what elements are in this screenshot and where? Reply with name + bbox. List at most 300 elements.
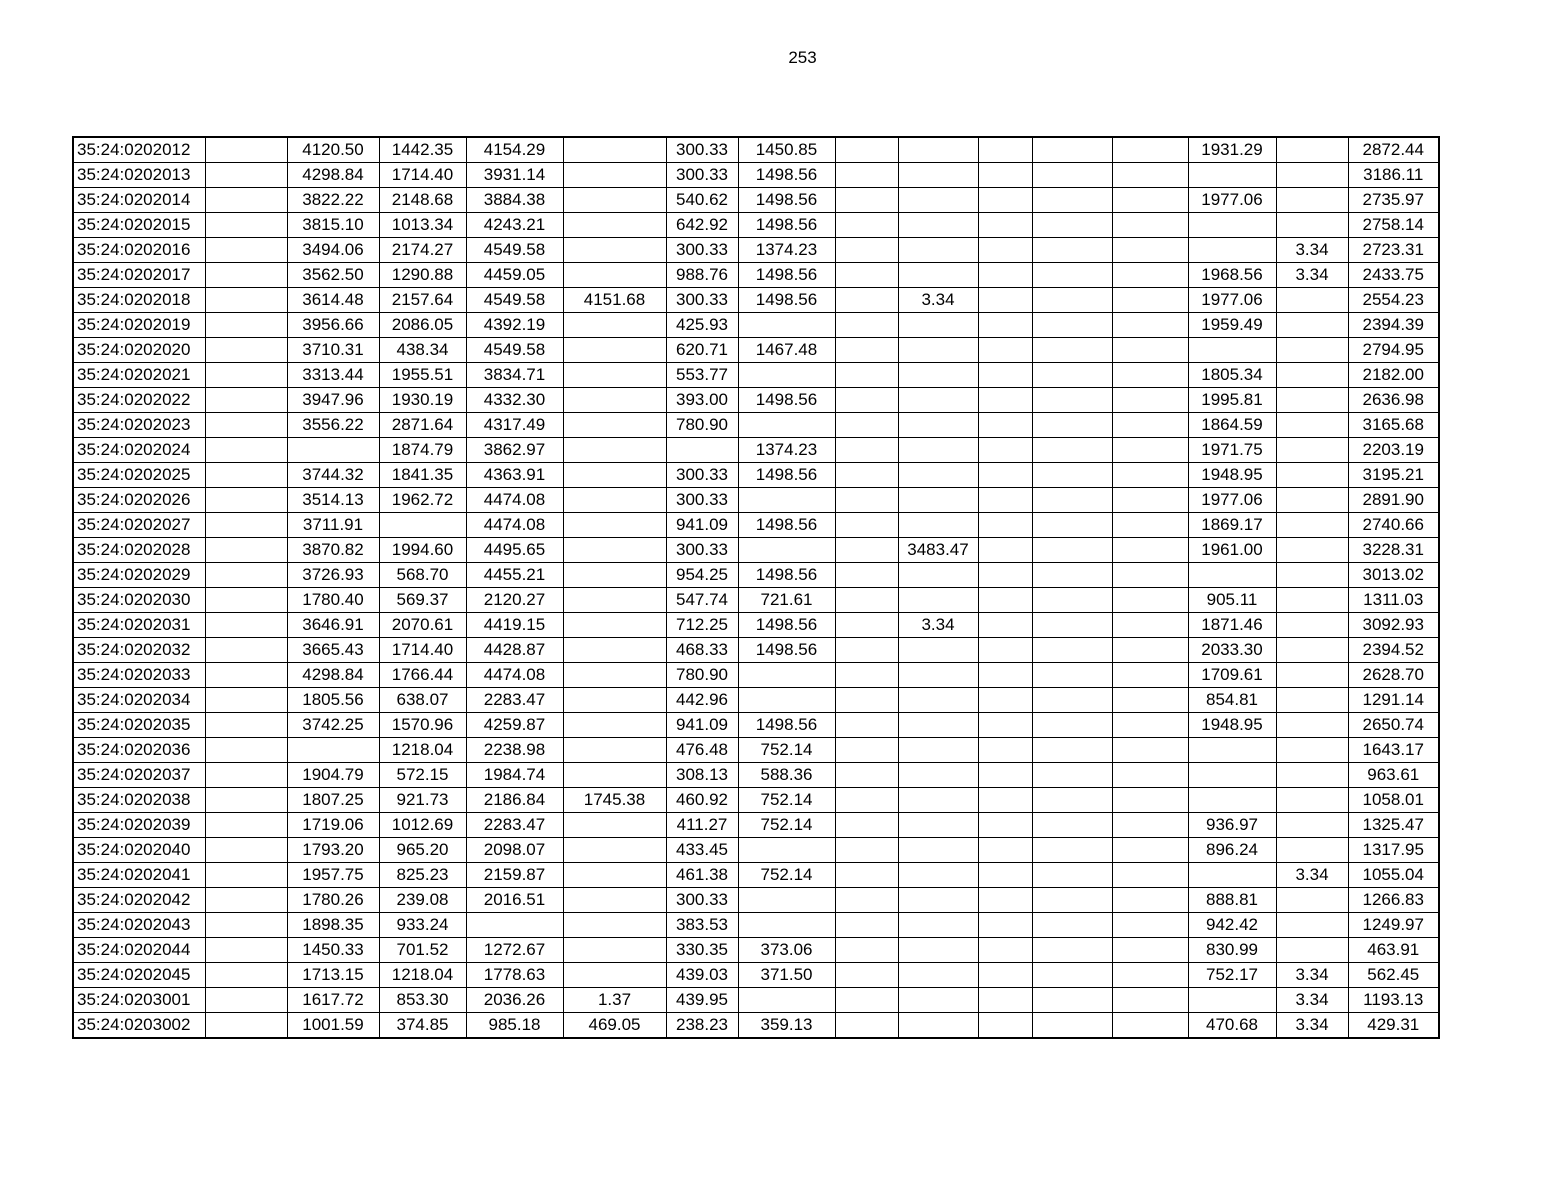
table-cell [1276,613,1348,638]
table-cell [978,813,1032,838]
table-cell [1112,238,1188,263]
table-cell [978,888,1032,913]
table-cell [978,313,1032,338]
table-cell: 3815.10 [287,213,379,238]
table-cell [1112,313,1188,338]
table-cell [835,813,898,838]
table-cell [205,763,287,788]
table-cell [563,838,666,863]
table-cell [563,513,666,538]
table-cell [563,663,666,688]
table-cell [1112,638,1188,663]
table-cell [563,238,666,263]
table-cell [205,363,287,388]
table-cell [1112,513,1188,538]
table-cell [563,137,666,163]
table-cell: 921.73 [379,788,466,813]
table-cell [835,838,898,863]
table-cell [1112,838,1188,863]
table-cell [738,663,835,688]
table-cell: 359.13 [738,1013,835,1039]
table-cell: 308.13 [666,763,738,788]
table-cell [898,988,978,1013]
table-cell [1276,688,1348,713]
table-cell [1112,663,1188,688]
table-cell: 1311.03 [1348,588,1439,613]
table-cell: 1968.56 [1188,263,1276,288]
table-cell: 1498.56 [738,638,835,663]
table-cell [978,688,1032,713]
table-cell: 439.03 [666,963,738,988]
table-cell: 1931.29 [1188,137,1276,163]
table-cell: 1719.06 [287,813,379,838]
table-cell [205,313,287,338]
cadastral-number-cell: 35:24:0202023 [73,413,205,438]
table-cell: 429.31 [1348,1013,1439,1039]
table-cell: 1450.33 [287,938,379,963]
table-cell [1112,788,1188,813]
table-cell: 888.81 [1188,888,1276,913]
table-cell: 2872.44 [1348,137,1439,163]
table-cell [898,663,978,688]
table-cell [1112,288,1188,313]
table-cell: 3514.13 [287,488,379,513]
table-cell [1112,213,1188,238]
table-cell: 1977.06 [1188,288,1276,313]
table-cell: 300.33 [666,463,738,488]
cadastral-number-cell: 35:24:0202042 [73,888,205,913]
table-cell [738,688,835,713]
table-cell [1112,338,1188,363]
table-cell [1112,738,1188,763]
table-cell [835,263,898,288]
table-cell: 1874.79 [379,438,466,463]
table-cell: 942.42 [1188,913,1276,938]
table-cell: 933.24 [379,913,466,938]
table-cell [1276,388,1348,413]
table-cell [978,763,1032,788]
table-cell: 3228.31 [1348,538,1439,563]
table-cell: 4549.58 [466,288,563,313]
table-cell [738,488,835,513]
table-cell [205,213,287,238]
table-cell: 1498.56 [738,388,835,413]
table-cell [978,1013,1032,1039]
table-cell: 373.06 [738,938,835,963]
table-cell: 1994.60 [379,538,466,563]
cadastral-number-cell: 35:24:0202038 [73,788,205,813]
table-cell: 965.20 [379,838,466,863]
table-cell: 3.34 [1276,988,1348,1013]
cadastral-number-cell: 35:24:0202034 [73,688,205,713]
table-cell: 569.37 [379,588,466,613]
table-cell [563,438,666,463]
table-cell [1276,763,1348,788]
cadastral-number-cell: 35:24:0202033 [73,663,205,688]
table-cell [978,363,1032,388]
table-cell [835,513,898,538]
table-cell [978,788,1032,813]
table-cell [738,538,835,563]
table-cell: 3.34 [1276,863,1348,888]
table-cell: 1778.63 [466,963,563,988]
table-cell [205,188,287,213]
table-cell: 300.33 [666,538,738,563]
table-row [73,513,1439,538]
cadastral-number-cell: 35:24:0202020 [73,338,205,363]
table-cell [835,713,898,738]
table-cell [1276,813,1348,838]
table-cell: 1317.95 [1348,838,1439,863]
table-cell [1276,163,1348,188]
cadastral-number-cell: 35:24:0202035 [73,713,205,738]
table-cell [978,938,1032,963]
table-cell [1188,988,1276,1013]
table-cell [978,213,1032,238]
table-cell [1032,413,1112,438]
table-row [73,538,1439,563]
table-cell [287,738,379,763]
table-cell: 1948.95 [1188,463,1276,488]
table-cell: 1714.40 [379,163,466,188]
table-cell [1032,1013,1112,1039]
cadastral-number-cell: 35:24:0202021 [73,363,205,388]
table-cell [835,538,898,563]
table-cell: 954.25 [666,563,738,588]
table-cell: 1984.74 [466,763,563,788]
table-row [73,413,1439,438]
table-cell [835,563,898,588]
table-cell [563,963,666,988]
table-cell [835,688,898,713]
table-cell: 1864.59 [1188,413,1276,438]
table-cell [898,963,978,988]
table-cell [205,613,287,638]
table-cell: 936.97 [1188,813,1276,838]
table-cell: 1977.06 [1188,188,1276,213]
table-cell: 752.14 [738,863,835,888]
table-cell: 3313.44 [287,363,379,388]
table-row [73,388,1439,413]
table-cell: 830.99 [1188,938,1276,963]
table-cell: 752.14 [738,788,835,813]
table-cell: 2238.98 [466,738,563,763]
table-cell [563,463,666,488]
table-cell: 905.11 [1188,588,1276,613]
table-cell: 1272.67 [466,938,563,963]
table-cell [835,988,898,1013]
table-cell [978,188,1032,213]
table-cell [1032,513,1112,538]
table-cell [205,813,287,838]
table-cell: 620.71 [666,338,738,363]
table-cell [1032,288,1112,313]
table-cell: 2016.51 [466,888,563,913]
table-cell [1276,288,1348,313]
table-cell [563,738,666,763]
table-cell [1032,188,1112,213]
table-cell [1188,213,1276,238]
table-cell: 1218.04 [379,738,466,763]
table-cell: 1930.19 [379,388,466,413]
table-cell: 3483.47 [898,538,978,563]
table-cell: 1374.23 [738,238,835,263]
table-cell: 1442.35 [379,137,466,163]
table-cell [835,588,898,613]
table-cell [1112,613,1188,638]
table-cell: 1713.15 [287,963,379,988]
table-cell [1112,963,1188,988]
table-cell [835,888,898,913]
table-cell: 300.33 [666,288,738,313]
table-cell: 3744.32 [287,463,379,488]
table-cell: 4459.05 [466,263,563,288]
table-cell: 1962.72 [379,488,466,513]
table-cell [978,137,1032,163]
table-cell [1032,638,1112,663]
table-cell: 468.33 [666,638,738,663]
cadastral-number-cell: 35:24:0202024 [73,438,205,463]
table-cell: 896.24 [1188,838,1276,863]
table-cell [563,538,666,563]
table-cell [466,913,563,938]
table-cell [835,438,898,463]
table-cell [1188,863,1276,888]
table-cell [563,638,666,663]
table-cell: 1498.56 [738,463,835,488]
table-cell [835,163,898,188]
table-cell: 3614.48 [287,288,379,313]
table-cell [978,563,1032,588]
table-cell [205,863,287,888]
table-cell: 1570.96 [379,713,466,738]
table-cell [898,438,978,463]
table-cell [835,938,898,963]
table-cell [978,738,1032,763]
table-cell: 4474.08 [466,488,563,513]
table-cell [666,438,738,463]
table-cell: 3.34 [898,288,978,313]
table-cell [1112,863,1188,888]
table-cell: 383.53 [666,913,738,938]
table-cell [1188,763,1276,788]
table-cell [563,188,666,213]
table-cell: 461.38 [666,863,738,888]
table-cell [563,488,666,513]
table-cell [1032,763,1112,788]
table-cell: 1805.34 [1188,363,1276,388]
cadastral-number-cell: 35:24:0202036 [73,738,205,763]
table-cell [563,613,666,638]
table-cell: 1218.04 [379,963,466,988]
table-cell: 2036.26 [466,988,563,1013]
table-cell [978,713,1032,738]
table-cell [1276,338,1348,363]
table-cell: 2174.27 [379,238,466,263]
table-cell [1112,813,1188,838]
table-cell: 712.25 [666,613,738,638]
table-cell [205,513,287,538]
table-cell [563,813,666,838]
table-cell: 1266.83 [1348,888,1439,913]
table-cell: 1948.95 [1188,713,1276,738]
table-cell [1112,137,1188,163]
table-cell [1276,513,1348,538]
table-cell: 780.90 [666,663,738,688]
table-cell [205,713,287,738]
table-cell: 572.15 [379,763,466,788]
table-cell [563,163,666,188]
table-cell [1032,738,1112,763]
table-cell: 3.34 [1276,238,1348,263]
table-row [73,288,1439,313]
table-cell [1032,688,1112,713]
table-cell [898,588,978,613]
table-cell: 4419.15 [466,613,563,638]
table-cell [835,488,898,513]
table-cell [205,638,287,663]
table-cell [1112,538,1188,563]
table-cell: 1617.72 [287,988,379,1013]
table-cell: 3494.06 [287,238,379,263]
table-cell [835,463,898,488]
table-cell: 1807.25 [287,788,379,813]
table-cell [1112,163,1188,188]
table-cell: 4428.87 [466,638,563,663]
table-cell: 4392.19 [466,313,563,338]
table-cell: 1959.49 [1188,313,1276,338]
table-cell [738,413,835,438]
table-cell [205,388,287,413]
table-cell: 3710.31 [287,338,379,363]
table-cell: 1013.34 [379,213,466,238]
table-cell [978,588,1032,613]
table-cell [1188,238,1276,263]
table-cell [738,888,835,913]
table-cell: 1249.97 [1348,913,1439,938]
table-cell: 300.33 [666,238,738,263]
table-row [73,838,1439,863]
table-cell: 3870.82 [287,538,379,563]
table-cell [1112,263,1188,288]
table-cell [1032,888,1112,913]
table-cell [563,563,666,588]
table-cell: 568.70 [379,563,466,588]
table-cell [205,563,287,588]
table-cell [1188,338,1276,363]
table-cell: 988.76 [666,263,738,288]
table-cell: 2070.61 [379,613,466,638]
table-cell [287,438,379,463]
cadastral-number-cell: 35:24:0202016 [73,238,205,263]
table-cell: 1498.56 [738,213,835,238]
table-cell [978,663,1032,688]
table-cell: 393.00 [666,388,738,413]
table-cell: 433.45 [666,838,738,863]
table-body [73,137,1439,1038]
table-cell: 238.23 [666,1013,738,1039]
table-cell: 3956.66 [287,313,379,338]
table-cell [205,438,287,463]
cadastral-number-cell: 35:24:0202015 [73,213,205,238]
cadastral-number-cell: 35:24:0202013 [73,163,205,188]
table-cell [1032,338,1112,363]
table-cell: 1450.85 [738,137,835,163]
table-cell: 1374.23 [738,438,835,463]
table-cell: 941.09 [666,513,738,538]
table-cell: 1.37 [563,988,666,1013]
table-cell: 1291.14 [1348,688,1439,713]
table-cell [1276,663,1348,688]
table-cell: 2157.64 [379,288,466,313]
table-cell [978,913,1032,938]
table-cell: 330.35 [666,938,738,963]
table-cell: 1957.75 [287,863,379,888]
table-row [73,338,1439,363]
table-cell: 1977.06 [1188,488,1276,513]
table-cell: 825.23 [379,863,466,888]
table-cell [898,913,978,938]
table-cell [1032,613,1112,638]
table-cell [1032,963,1112,988]
table-cell: 4474.08 [466,513,563,538]
table-row [73,613,1439,638]
table-cell [898,838,978,863]
table-cell: 2758.14 [1348,213,1439,238]
table-cell [205,663,287,688]
table-cell [1032,863,1112,888]
table-cell: 1898.35 [287,913,379,938]
table-cell [1112,463,1188,488]
table-cell: 2650.74 [1348,713,1439,738]
table-cell [835,213,898,238]
table-row [73,263,1439,288]
table-cell: 1780.26 [287,888,379,913]
cadastral-number-cell: 35:24:0202043 [73,913,205,938]
table-cell [205,1013,287,1039]
table-cell [205,838,287,863]
table-cell: 442.96 [666,688,738,713]
table-cell: 3092.93 [1348,613,1439,638]
table-row [73,763,1439,788]
table-cell: 1498.56 [738,713,835,738]
table-cell [1032,988,1112,1013]
table-cell [898,363,978,388]
table-cell [1276,588,1348,613]
table-cell [205,163,287,188]
table-cell [978,438,1032,463]
table-row [73,663,1439,688]
table-cell: 2628.70 [1348,663,1439,688]
table-cell [835,738,898,763]
table-cell [835,763,898,788]
table-cell: 2283.47 [466,813,563,838]
table-cell: 439.95 [666,988,738,1013]
cadastral-number-cell: 35:24:0202031 [73,613,205,638]
table-cell: 2283.47 [466,688,563,713]
table-cell [1276,363,1348,388]
table-cell: 4298.84 [287,663,379,688]
table-cell: 1498.56 [738,563,835,588]
table-cell [898,738,978,763]
table-cell [978,413,1032,438]
table-cell [738,988,835,1013]
table-cell: 1961.00 [1188,538,1276,563]
table-cell: 642.92 [666,213,738,238]
table-cell: 1805.56 [287,688,379,713]
table-cell: 3822.22 [287,188,379,213]
cadastral-number-cell: 35:24:0202029 [73,563,205,588]
